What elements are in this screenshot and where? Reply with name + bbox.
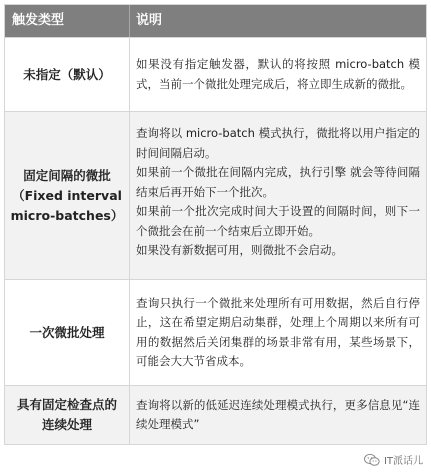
table-row <box>5 280 426 386</box>
header-description: 说明 <box>136 13 163 29</box>
description-cell <box>130 38 426 111</box>
description-cell <box>130 112 426 279</box>
description-text: 查询只执行一个微批来处理所有可用数据，然后自行停止，这在希望定期启动集群，处理上个周期以来所有可用的数据然后关闭集群的场景非常有用，某些场景下，可能会大大节省成本。 <box>136 295 420 368</box>
description-cell <box>130 280 426 385</box>
trigger-type-cell <box>5 112 130 279</box>
description-text: 如果前一个微批在间隔内完成，执行引擎 就会等待间隔结束后再开始下一个批次。 <box>136 165 420 199</box>
trigger-type-text: 具有固定检查点的连续处理 <box>16 397 117 432</box>
description-cell <box>130 386 426 444</box>
wechat-icon <box>364 453 380 467</box>
trigger-types-table <box>4 4 427 445</box>
description-text: 如果没有指定触发器，默认的将按照 micro-batch 模式，当前一个微批处理完成后，将立即生成新的微批。 <box>136 57 420 91</box>
table-row <box>5 386 426 444</box>
description-text: 查询将以新的低延迟连续处理模式执行，更多信息见“连续处理模式” <box>136 397 420 431</box>
description-text: 如果前一个批次完成时间大于设置的间隔时间，则下一个微批会在前一个结束后立即开始。 <box>136 204 420 238</box>
watermark <box>364 452 423 467</box>
trigger-type-cell <box>5 386 130 444</box>
trigger-type-cell: 未指定（默认） <box>5 38 130 111</box>
trigger-type-cell: 一次微批处理 <box>5 280 130 385</box>
table-header-row <box>5 5 426 38</box>
description-text: 如果没有新数据可用，则微批不会启动。 <box>136 243 343 257</box>
trigger-type-text: 固定间隔的微批（Fixed interval micro-batches） <box>10 167 124 223</box>
table-row <box>5 112 426 280</box>
watermark-text: IT派话儿 <box>383 456 423 467</box>
table-row <box>5 38 426 112</box>
header-trigger-type: 触发类型 <box>5 5 130 37</box>
description-text: 查询将以 micro-batch 模式执行，微批将以用户指定的时间间隔启动。 <box>136 126 420 160</box>
